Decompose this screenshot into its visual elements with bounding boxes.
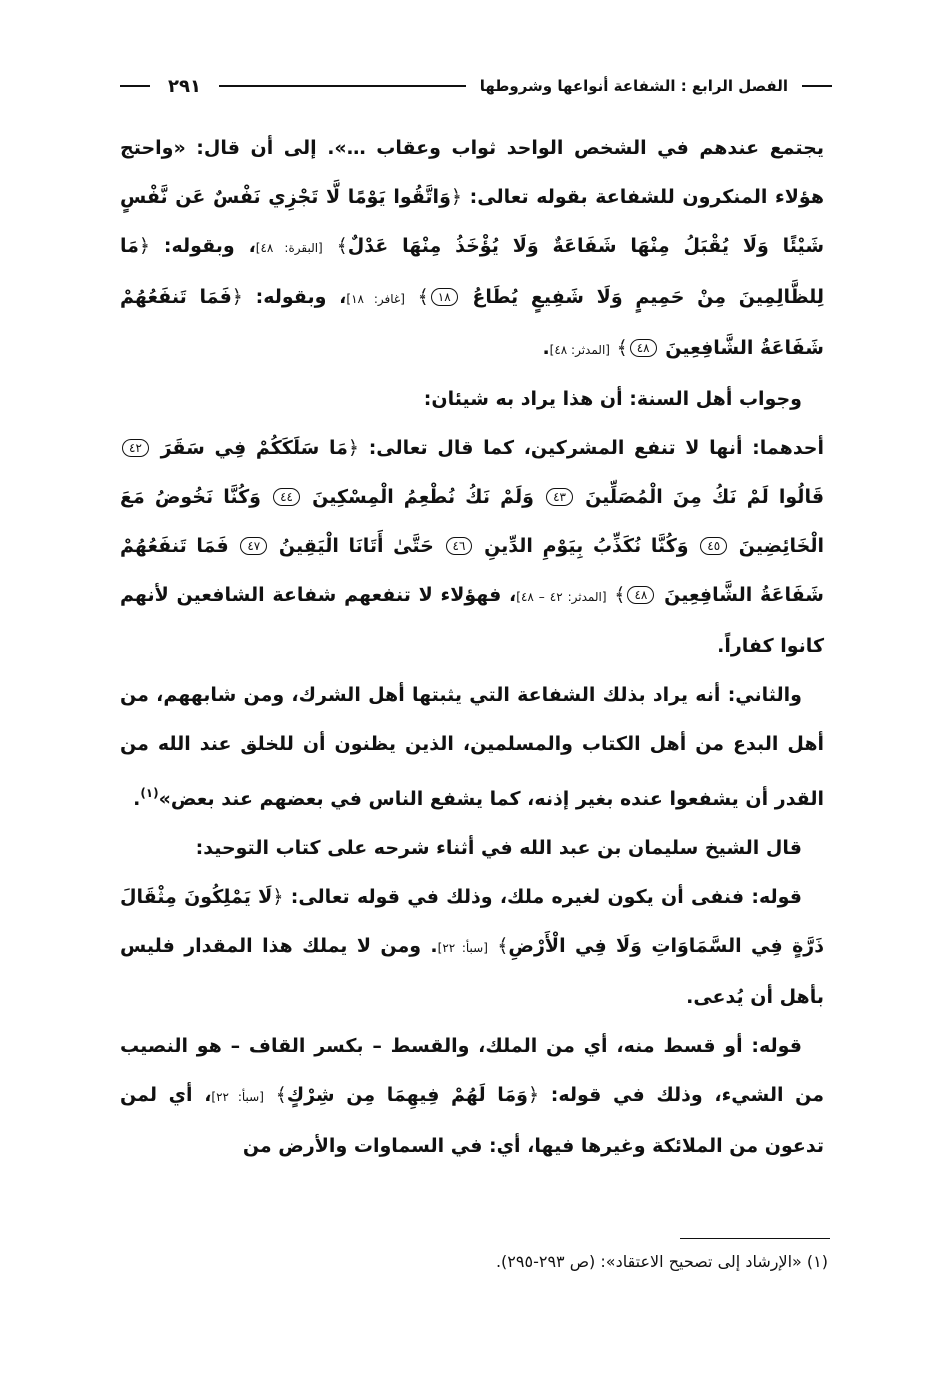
lead-term: أحدهما: <box>752 437 824 459</box>
ayah-number-marker: ٤٧ <box>240 537 267 555</box>
ayah-number-marker: ٤٦ <box>446 537 473 555</box>
footnote-divider <box>680 1238 830 1239</box>
text-segment: ، فهؤلاء لا تنفعهم شفاعة الشافعين لأنهم كانوا كفاراً. <box>120 584 824 657</box>
quran-verse: مَا سَلَكَكُمْ فِي سَقَرَ <box>160 437 348 459</box>
quran-bracket-close: ﴾ <box>614 584 626 606</box>
quran-bracket-open: ﴿ <box>138 235 151 257</box>
paragraph-quote-continuation <box>120 124 824 375</box>
quran-bracket-close: ﴾ <box>336 235 348 257</box>
text-segment: أنه يراد بذلك الشفاعة التي يثبتها أهل الشرك، ومن شابههم، من أهل البدع من أهل الكتاب والمسلمين، الذين يظنون أن للخلق عند الله من القدر أن يشفعوا عنده بغير إذنه، كما يشفع الناس في بعضهم عند بعض» <box>120 684 824 810</box>
paragraph-ownership <box>120 873 824 1022</box>
footnote: (١) «الإرشاد إلى تصحيح الاعتقاد»: (ص ٢٩٣-٢٩٥). <box>495 1252 828 1271</box>
quran-bracket-close: ﴾ <box>616 337 628 359</box>
paragraph-first-meaning <box>120 424 824 671</box>
quran-verse: فَمَا تَنفَعُهُمْ شَفَاعَةُ الشَّافِعِينَ <box>120 286 824 359</box>
quran-bracket-open: ﴿ <box>272 886 284 908</box>
paragraph-portion <box>120 1022 824 1171</box>
text-segment: . ومن لا يملك هذا المقدار فليس بأهل أن يُدعى. <box>120 935 824 1008</box>
header-rule-right <box>802 85 832 87</box>
quran-bracket-open: ﴿ <box>231 286 243 308</box>
paragraph-second-meaning <box>120 671 824 824</box>
paragraph-sheikh-quote-heading: قال الشيخ سليمان بن عبد الله في أثناء شرحه على كتاب التوحيد: <box>195 837 802 859</box>
ayah-number-marker: ٤٢ <box>122 439 149 457</box>
quran-bracket-close: ﴾ <box>275 1084 287 1106</box>
quran-bracket-close: ﴾ <box>417 286 429 308</box>
verse-reference: [غافر: ١٨] <box>346 292 405 306</box>
quran-verse: لَا يَمْلِكُونَ مِثْقَالَ ذَرَّةٍ فِي السَّمَاوَاتِ وَلَا فِي الْأَرْضِ <box>120 886 824 957</box>
verse-reference: [المدثر: ٤٨] <box>549 343 610 357</box>
text-segment: ، وبقوله: <box>150 235 256 257</box>
header-rule-center <box>219 85 466 87</box>
quran-verse: حَتَّىٰ أَتَانَا الْيَقِينُ <box>278 535 434 557</box>
header-rule-left <box>120 85 150 87</box>
ayah-number-marker: ١٨ <box>431 288 458 306</box>
page-body <box>120 124 824 1171</box>
verse-reference: [سبأ: ٢٢] <box>211 1090 264 1104</box>
text-segment: قوله: فنفى أن يكون لغيره ملك، وذلك في قوله تعالى: <box>283 886 802 908</box>
ayah-number-marker: ٤٤ <box>273 488 300 506</box>
quran-bracket-open: ﴿ <box>450 186 463 208</box>
quran-verse: وَاتَّقُوا يَوْمًا لَّا تَجْزِي نَفْسٌ عَن نَّفْسٍ شَيْئًا وَلَا يُقْبَلُ مِنْهَا شَفَاعَةٌ وَلَا يُؤْخَذُ مِنْهَا عَدْلٌ <box>120 186 824 257</box>
ayah-number-marker: ٤٥ <box>700 537 727 555</box>
text-segment: ، وبقوله: <box>242 286 347 308</box>
text-segment: أنها لا تنفع المشركين، كما قال تعالى: <box>359 437 753 459</box>
verse-reference: [سبأ: ٢٢] <box>437 941 488 955</box>
verse-reference: [المدثر: ٤٢ – ٤٨] <box>516 590 607 604</box>
text-segment: . <box>133 788 141 810</box>
paragraph-sunnah-answer: وجواب أهل السنة: أن هذا يراد به شيئان: <box>423 388 802 410</box>
quran-verse: وَمَا لَهُمْ فِيهِمَا مِن شِرْكٍ <box>286 1084 528 1106</box>
quran-bracket-close: ﴾ <box>497 935 509 957</box>
ayah-number-marker: ٤٨ <box>630 339 657 357</box>
quran-verse: قَالُوا لَمْ نَكُ مِنَ الْمُصَلِّينَ <box>585 486 825 508</box>
text-segment: . <box>542 337 550 359</box>
quran-verse: مَا لِلظَّالِمِينَ مِنْ حَمِيمٍ وَلَا شَفِيعٍ يُطَاعُ <box>120 235 825 308</box>
chapter-title: الفصل الرابع : الشفاعة أنواعها وشروطها <box>479 77 788 95</box>
verse-reference: [البقرة: ٤٨] <box>255 241 323 255</box>
footnote-marker: (١) <box>140 786 159 800</box>
lead-term: والثاني: <box>727 684 802 706</box>
text-segment: يجتمع عندهم في الشخص الواحد ثواب وعقاب …». إلى أن قال: «واحتج هؤلاء المنكرون للشفاعة بقوله تعالى: <box>120 137 825 208</box>
quran-verse: فَمَا تَنفَعُهُمْ شَفَاعَةُ الشَّافِعِينَ <box>120 535 824 606</box>
text-segment: ، أي لمن تدعون من الملائكة وغيرها فيها، أي: في السماوات والأرض من <box>120 1084 824 1157</box>
quran-verse: وَكُنَّا نَخُوضُ مَعَ الْخَائِضِينَ <box>120 486 824 557</box>
quran-bracket-open: ﴿ <box>347 437 359 459</box>
ayah-number-marker: ٤٨ <box>627 586 654 604</box>
quran-bracket-open: ﴿ <box>527 1084 540 1106</box>
text-segment: قوله: أو قسط منه، أي من الملك، والقسط – بكسر القاف – هو النصيب من الشيء، وذلك في قوله: <box>120 1035 825 1106</box>
quran-verse: وَكُنَّا نُكَذِّبُ بِيَوْمِ الدِّينِ <box>484 535 689 557</box>
page-number: ٢٩١ <box>168 75 201 97</box>
running-header <box>120 66 832 106</box>
quran-verse: وَلَمْ نَكُ نُطْعِمُ الْمِسْكِينَ <box>312 486 534 508</box>
ayah-number-marker: ٤٣ <box>546 488 573 506</box>
